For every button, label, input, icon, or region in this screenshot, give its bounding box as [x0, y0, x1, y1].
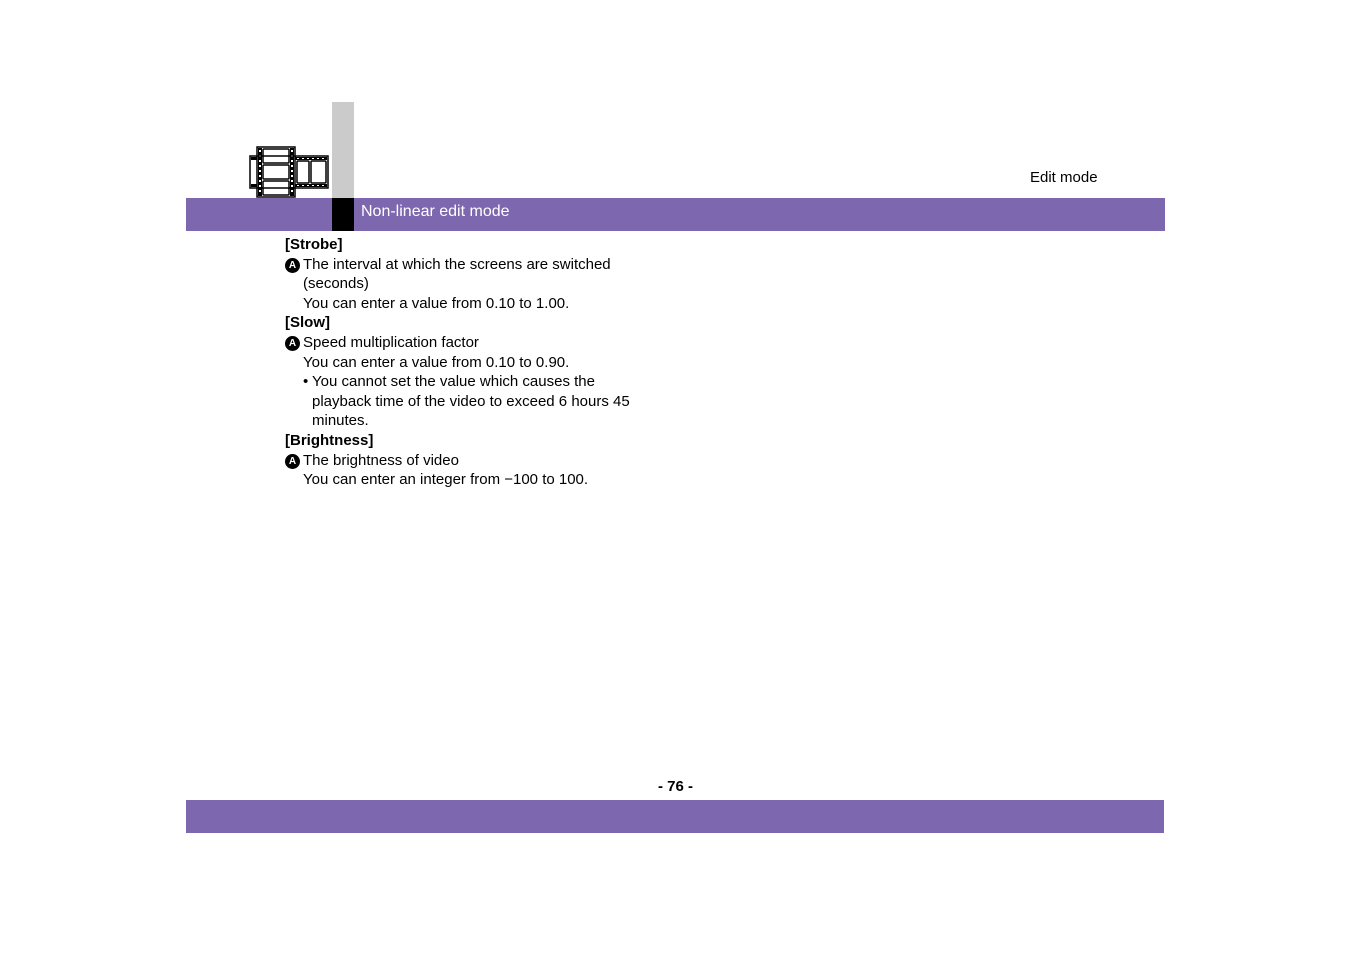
- slow-range: You can enter a value from 0.10 to 0.90.: [303, 353, 570, 371]
- header-bar-accent: [332, 198, 354, 231]
- page-number: - 76 -: [657, 778, 693, 795]
- slow-note-line1: You cannot set the value which causes the: [312, 373, 595, 391]
- marker-a-icon: A: [285, 454, 300, 469]
- slow-note: [285, 372, 685, 431]
- strobe-heading: [Strobe]: [285, 236, 343, 253]
- slow-heading: [Slow]: [285, 314, 330, 332]
- marker-a-icon: A: [285, 258, 300, 273]
- header-tab-decoration: [332, 102, 354, 198]
- bullet-icon: •: [303, 373, 309, 391]
- film-strip-icon: [248, 145, 330, 199]
- strobe-range: You can enter a value from 0.10 to 1.00.: [303, 294, 570, 312]
- brightness-range: You can enter an integer from −100 to 100.: [303, 471, 589, 489]
- brightness-heading: [Brightness]: [285, 431, 374, 449]
- marker-a-icon: A: [285, 336, 300, 351]
- brightness-description: [285, 451, 685, 471]
- slow-desc: Speed multiplication factor: [303, 333, 479, 351]
- strobe-desc-line2: (seconds): [303, 275, 369, 293]
- slow-description: [285, 333, 685, 353]
- strobe-desc-line1: The interval at which the screens are switched: [303, 255, 611, 273]
- brightness-desc: The brightness of video: [303, 451, 459, 469]
- slow-note-line3: minutes.: [312, 412, 369, 430]
- section-label: Edit mode: [1030, 169, 1098, 186]
- slow-note-line2: playback time of the video to exceed 6 hours 45: [312, 392, 630, 410]
- footer-bar: [186, 800, 1164, 833]
- strobe-description: [285, 255, 685, 275]
- content-body: [285, 235, 685, 490]
- page-title: Non-linear edit mode: [361, 203, 510, 220]
